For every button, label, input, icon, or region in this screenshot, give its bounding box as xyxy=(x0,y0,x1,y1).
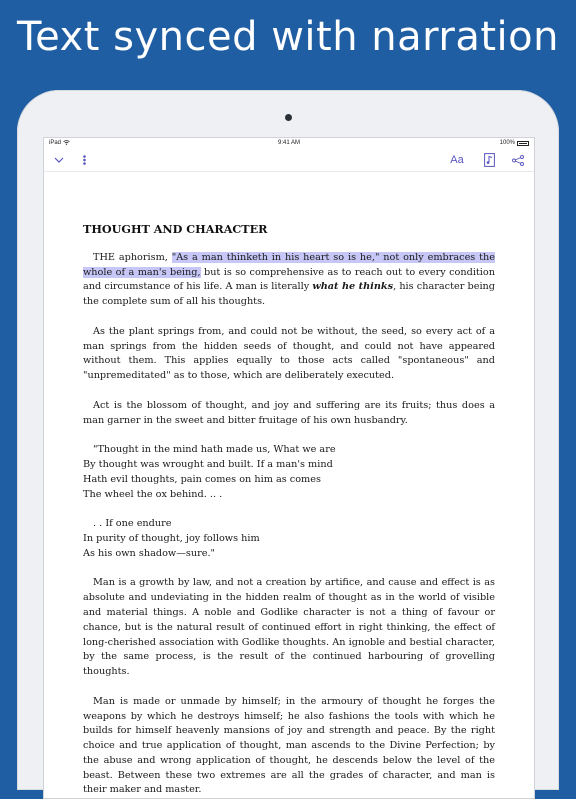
poem-line: Hath evil thoughts, pain comes on him as comes xyxy=(83,473,321,485)
narration-icon xyxy=(484,153,495,167)
narration-highlight[interactable]: "As a man thinketh in his heart so is he," not only embraces the whole of a man's being, xyxy=(83,251,495,278)
chevron-down-icon xyxy=(54,157,64,163)
paragraph-1-lead: THE aphorism, xyxy=(93,251,172,263)
device-name: iPad xyxy=(49,140,62,147)
poem-stanza-1 xyxy=(83,443,495,502)
battery-percent: 100% xyxy=(499,140,515,146)
collapse-button[interactable] xyxy=(53,152,65,168)
paragraph-2: As the plant springs from, and could not be without, the seed, so every act of a man springs from the hidden seeds of thought, and could not have appeared without them. This applies equally to those acts called "spontaneous" and "unpremeditated" as to those, which are deliberately executed. xyxy=(83,325,495,382)
narration-button[interactable] xyxy=(482,152,496,168)
paragraph-3: Act is the blossom of thought, and joy and suffering are its fruits; thus does a man garner in the sweet and bitter fruitage of his own husbandry. xyxy=(83,399,495,426)
headline: Text synced with narration xyxy=(17,14,559,60)
paragraph-5: Man is made or unmade by himself; in the armoury of thought he forges the weapons by which he destroys himself; he also fashions the tools with which he builds for himself heavenly mansions of joy and strength and peace. By the right choice and true application of thought, man ascends to the Divine Perfection; by the abuse and wrong application of thought, he descends below the level of the beast. Between these two extremes are all the grades of character, and man is their maker and master. xyxy=(83,695,495,796)
font-settings-button[interactable] xyxy=(448,152,466,168)
more-options-button[interactable] xyxy=(80,152,88,168)
font-size-label: Aa xyxy=(450,153,464,166)
paragraph-1-tail: , his character being the complete sum of all his thoughts. xyxy=(83,281,495,308)
reader-toolbar xyxy=(44,149,534,172)
book-page xyxy=(83,222,495,799)
status-time: 9:41 AM xyxy=(277,140,300,146)
status-battery xyxy=(500,140,529,146)
poem-line: "Thought in the mind hath made us, What we are xyxy=(93,444,336,456)
battery-icon xyxy=(517,141,529,146)
paragraph-1-emphasis: what he thinks xyxy=(312,281,394,293)
front-camera xyxy=(285,114,292,121)
status-bar xyxy=(44,138,534,149)
poem-stanza-2 xyxy=(83,517,495,561)
chapter-title: THOUGHT AND CHARACTER xyxy=(83,222,268,236)
reader-screen xyxy=(43,137,535,799)
poem-line: By thought was wrought and built. If a man's mind xyxy=(83,458,333,470)
paragraph-4: Man is a growth by law, and not a creation by artifice, and cause and effect is as absolute and undeviating in the hidden realm of thought as in the world of visible and material things. A noble and Godlike character is not a thing of favour or chance, but is the natural result of continued effort in right thinking, the effect of long-cherished association with Godlike thoughts. An ignoble and bestial character, by the same process, is the result of the continued harbouring of grovelling thoughts. xyxy=(83,577,495,678)
paragraph-1-mid: but is so comprehensive as to reach out to every condition and circumstance of his life. A man is literally xyxy=(83,266,495,293)
poem-line: As his own shadow—sure." xyxy=(83,547,215,559)
ipad-frame xyxy=(17,90,559,796)
more-vertical-icon xyxy=(83,155,86,165)
paragraph-1 xyxy=(83,251,495,310)
font-size-icon xyxy=(450,155,463,166)
share-button[interactable] xyxy=(511,152,525,168)
poem-line: . . If one endure xyxy=(93,518,172,530)
poem-line: The wheel the ox behind. .. . xyxy=(83,488,223,500)
poem-line: In purity of thought, joy follows him xyxy=(83,532,260,544)
share-icon xyxy=(512,155,524,166)
